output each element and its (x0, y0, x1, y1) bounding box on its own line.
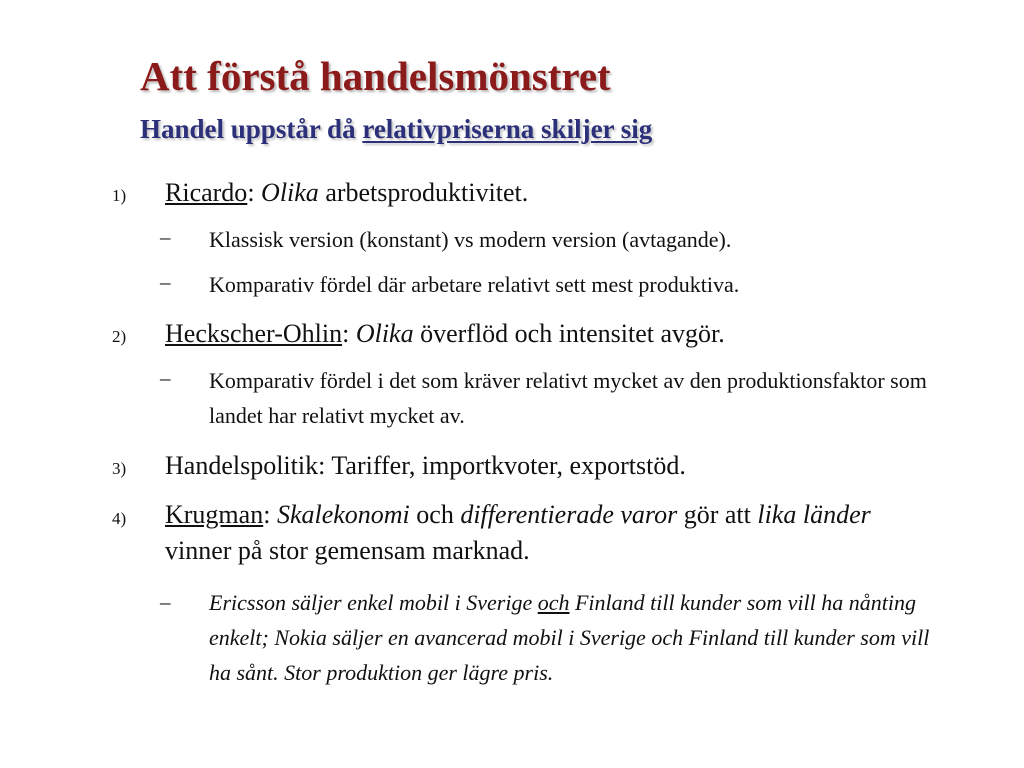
sub-item: Komparativ fördel i det som kräver relativt mycket av den produktionsfaktor som landet har relativt mycket av. (209, 368, 927, 428)
item-number: 1) (112, 186, 127, 205)
slide-subtitle (140, 116, 652, 143)
item-text (165, 175, 925, 211)
dash-bullet: – (160, 366, 171, 390)
item-sep: : (263, 500, 277, 529)
item-rest: vinner på stor gemensam marknad. (165, 536, 530, 565)
item-rest: överflöd och intensitet avgör. (413, 319, 725, 348)
dash-bullet: – (160, 225, 171, 249)
dash-bullet: – (160, 270, 171, 294)
sub-item: Klassisk version (konstant) vs modern version (avtagande). (209, 227, 732, 252)
item-text (165, 497, 925, 569)
item-sep: : (342, 319, 356, 348)
item-name: Krugman (165, 500, 264, 529)
item-rest: arbetsproduktivitet. (318, 178, 529, 207)
item-mid: och (409, 500, 461, 529)
item-italic: Olika (261, 178, 319, 207)
sub-item (209, 585, 939, 690)
item-italic: Olika (355, 319, 414, 348)
item-italic: lika länder (757, 500, 871, 529)
sub-underlined: och (537, 590, 570, 615)
item-italic: differentierade varor (460, 500, 678, 529)
item-text (165, 316, 925, 352)
item-number: 4) (112, 509, 127, 528)
item-text: Handelspolitik: Tariffer, importkvoter, exportstöd. (165, 451, 686, 480)
item-number: 3) (112, 459, 127, 478)
item-name: Ricardo (165, 178, 248, 207)
sub-item: Komparativ fördel där arbetare relativt sett mest produktiva. (209, 272, 740, 297)
item-name: Heckscher-Ohlin (165, 319, 343, 348)
dash-bullet: – (160, 590, 171, 614)
sub-text: Ericsson säljer enkel mobil i Sverige (209, 590, 538, 615)
slide-title: Att förstå handelsmönstret (140, 53, 611, 99)
item-number: 2) (112, 327, 127, 346)
item-mid: gör att (677, 500, 758, 529)
sub-text: Finland till kunder som vill ha nånting enkelt; Nokia säljer en avancerad mobil i Sverige och Finland till kunder som vill ha sånt. Stor produktion ger lägre pris. (209, 590, 930, 685)
subtitle-underlined: relativpriserna skiljer sig (362, 114, 653, 144)
item-sep: : (247, 178, 262, 207)
subtitle-prefix: Handel uppstår då (140, 114, 363, 144)
item-italic: Skalekonomi (276, 500, 410, 529)
